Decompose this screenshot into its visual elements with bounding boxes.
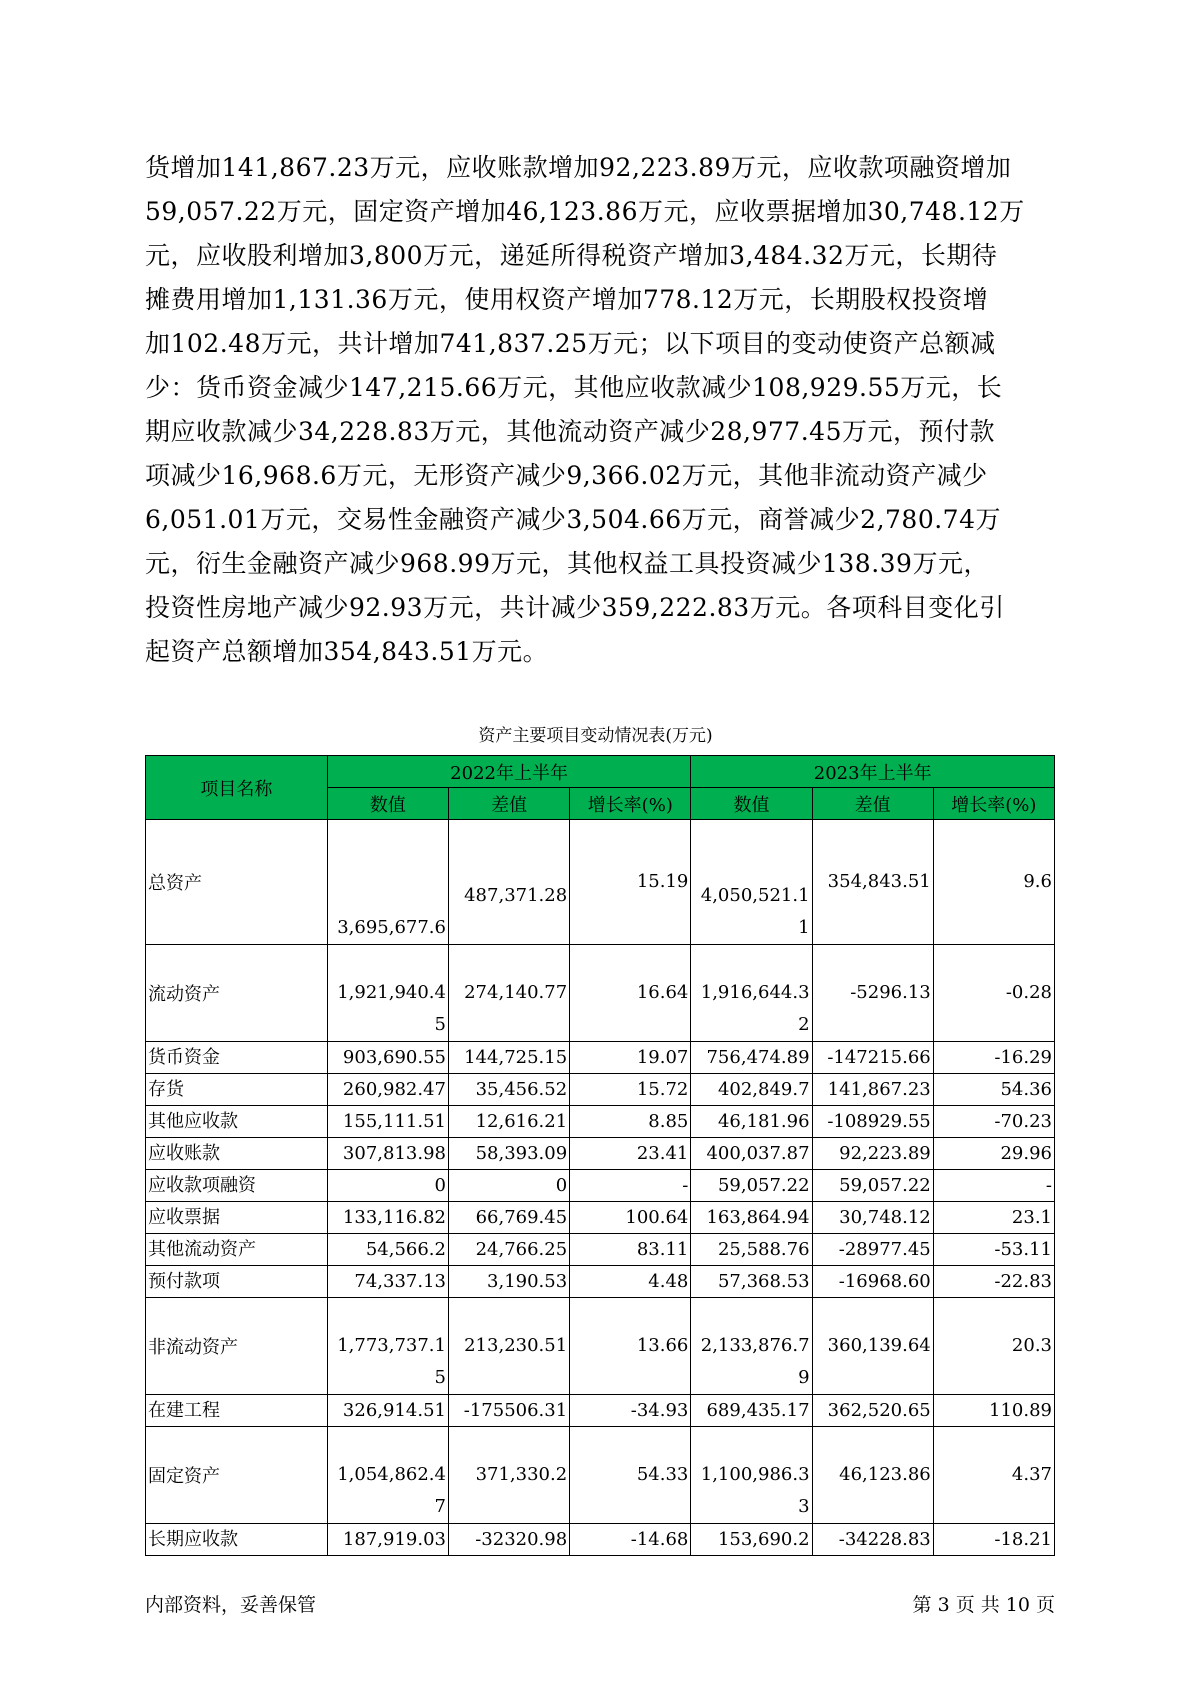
cell-diff-2023: -28977.45 bbox=[812, 1234, 933, 1266]
row-item-name: 长期应收款 bbox=[146, 1524, 328, 1556]
asset-change-table bbox=[145, 755, 1055, 1556]
paragraph-line: 摊费用增加1,131.36万元，使用权资产增加778.12万元，长期股权投资增 bbox=[145, 285, 989, 314]
cell-rate-2022: -14.68 bbox=[570, 1524, 691, 1556]
table-row bbox=[146, 945, 1055, 1042]
cell-rate-2023: 20.3 bbox=[933, 1298, 1054, 1395]
row-item-name: 其他应收款 bbox=[146, 1106, 328, 1138]
paragraph-line: 元，应收股利增加3,800万元，递延所得税资产增加3,484.32万元，长期待 bbox=[145, 241, 998, 270]
cell-value-2022: 54,566.2 bbox=[327, 1234, 448, 1266]
cell-rate-2022: 54.33 bbox=[570, 1427, 691, 1524]
cell-diff-2023: -108929.55 bbox=[812, 1106, 933, 1138]
paragraph-line: 少：货币资金减少147,215.66万元，其他应收款减少108,929.55万元，长 bbox=[145, 373, 1003, 402]
row-item-name: 总资产 bbox=[146, 820, 328, 945]
cell-diff-2022: 66,769.45 bbox=[448, 1202, 569, 1234]
cell-rate-2022: 15.19 bbox=[570, 820, 691, 945]
cell-value-2023: 1,100,986.33 bbox=[691, 1427, 812, 1524]
cell-value-2023: 57,368.53 bbox=[691, 1266, 812, 1298]
cell-diff-2023: 354,843.51 bbox=[812, 820, 933, 945]
paragraph-line: 59,057.22万元，固定资产增加46,123.86万元，应收票据增加30,748.12万 bbox=[145, 197, 1025, 226]
cell-rate-2023: 54.36 bbox=[933, 1074, 1054, 1106]
cell-diff-2022: 213,230.51 bbox=[448, 1298, 569, 1395]
header-period-2022: 2022年上半年 bbox=[327, 756, 691, 788]
cell-diff-2022: 144,725.15 bbox=[448, 1042, 569, 1074]
paragraph-line: 项减少16,968.6万元，无形资产减少9,366.02万元，其他非流动资产减少 bbox=[145, 461, 988, 490]
cell-rate-2023: 4.37 bbox=[933, 1427, 1054, 1524]
paragraph-line: 货增加141,867.23万元，应收账款增加92,223.89万元，应收款项融资增加 bbox=[145, 153, 1012, 182]
row-item-name: 在建工程 bbox=[146, 1395, 328, 1427]
cell-rate-2022: 13.66 bbox=[570, 1298, 691, 1395]
cell-value-2022: 133,116.82 bbox=[327, 1202, 448, 1234]
cell-rate-2022: -34.93 bbox=[570, 1395, 691, 1427]
cell-value-2023: 756,474.89 bbox=[691, 1042, 812, 1074]
cell-rate-2022: 23.41 bbox=[570, 1138, 691, 1170]
cell-value-2023: 689,435.17 bbox=[691, 1395, 812, 1427]
cell-diff-2022: 12,616.21 bbox=[448, 1106, 569, 1138]
row-item-name: 预付款项 bbox=[146, 1266, 328, 1298]
cell-diff-2023: -16968.60 bbox=[812, 1266, 933, 1298]
cell-diff-2023: 30,748.12 bbox=[812, 1202, 933, 1234]
cell-diff-2023: -34228.83 bbox=[812, 1524, 933, 1556]
table-row bbox=[146, 1266, 1055, 1298]
table-row bbox=[146, 1138, 1055, 1170]
cell-value-2022: 903,690.55 bbox=[327, 1042, 448, 1074]
table-row bbox=[146, 1395, 1055, 1427]
cell-diff-2022: 371,330.2 bbox=[448, 1427, 569, 1524]
cell-rate-2023: -53.11 bbox=[933, 1234, 1054, 1266]
row-item-name: 应收票据 bbox=[146, 1202, 328, 1234]
header-rate-2023: 增长率(%) bbox=[933, 788, 1054, 820]
cell-diff-2022: 24,766.25 bbox=[448, 1234, 569, 1266]
cell-value-2022: 260,982.47 bbox=[327, 1074, 448, 1106]
cell-diff-2023: -5296.13 bbox=[812, 945, 933, 1042]
cell-rate-2023: 110.89 bbox=[933, 1395, 1054, 1427]
cell-rate-2022: 15.72 bbox=[570, 1074, 691, 1106]
cell-rate-2022: 8.85 bbox=[570, 1106, 691, 1138]
cell-rate-2023: -16.29 bbox=[933, 1042, 1054, 1074]
cell-diff-2022: 0 bbox=[448, 1170, 569, 1202]
cell-diff-2023: 362,520.65 bbox=[812, 1395, 933, 1427]
cell-value-2022: 3,695,677.6 bbox=[327, 820, 448, 945]
cell-value-2023: 163,864.94 bbox=[691, 1202, 812, 1234]
table-row bbox=[146, 1524, 1055, 1556]
paragraph-line: 加102.48万元，共计增加741,837.25万元；以下项目的变动使资产总额减 bbox=[145, 329, 996, 358]
row-item-name: 货币资金 bbox=[146, 1042, 328, 1074]
row-item-name: 存货 bbox=[146, 1074, 328, 1106]
cell-value-2022: 155,111.51 bbox=[327, 1106, 448, 1138]
cell-value-2022: 74,337.13 bbox=[327, 1266, 448, 1298]
cell-rate-2022: 16.64 bbox=[570, 945, 691, 1042]
cell-rate-2023: 29.96 bbox=[933, 1138, 1054, 1170]
cell-rate-2023: -70.23 bbox=[933, 1106, 1054, 1138]
table-row bbox=[146, 1427, 1055, 1524]
table-row bbox=[146, 820, 1055, 945]
cell-diff-2022: 3,190.53 bbox=[448, 1266, 569, 1298]
cell-value-2022: 307,813.98 bbox=[327, 1138, 448, 1170]
cell-diff-2022: -32320.98 bbox=[448, 1524, 569, 1556]
cell-rate-2023: 23.1 bbox=[933, 1202, 1054, 1234]
cell-rate-2023: -22.83 bbox=[933, 1266, 1054, 1298]
header-diff-2022: 差值 bbox=[448, 788, 569, 820]
cell-rate-2022: 83.11 bbox=[570, 1234, 691, 1266]
row-item-name: 应收账款 bbox=[146, 1138, 328, 1170]
header-period-2023: 2023年上半年 bbox=[691, 756, 1055, 788]
cell-value-2022: 0 bbox=[327, 1170, 448, 1202]
cell-diff-2022: 35,456.52 bbox=[448, 1074, 569, 1106]
cell-value-2022: 1,773,737.15 bbox=[327, 1298, 448, 1395]
table-row bbox=[146, 1298, 1055, 1395]
cell-value-2023: 4,050,521.11 bbox=[691, 820, 812, 945]
header-rate-2022: 增长率(%) bbox=[570, 788, 691, 820]
footer-page-number: 第 3 页 共 10 页 bbox=[912, 1594, 1055, 1616]
cell-diff-2022: -175506.31 bbox=[448, 1395, 569, 1427]
footer-confidential-note: 内部资料，妥善保管 bbox=[145, 1594, 317, 1616]
cell-diff-2023: 59,057.22 bbox=[812, 1170, 933, 1202]
cell-value-2023: 46,181.96 bbox=[691, 1106, 812, 1138]
cell-rate-2022: - bbox=[570, 1170, 691, 1202]
cell-diff-2023: 92,223.89 bbox=[812, 1138, 933, 1170]
paragraph-line: 6,051.01万元，交易性金融资产减少3,504.66万元，商誉减少2,780.74万 bbox=[145, 505, 1001, 534]
paragraph-line: 期应收款减少34,228.83万元，其他流动资产减少28,977.45万元，预付款 bbox=[145, 417, 995, 446]
cell-value-2023: 2,133,876.79 bbox=[691, 1298, 812, 1395]
cell-rate-2022: 19.07 bbox=[570, 1042, 691, 1074]
cell-value-2023: 25,588.76 bbox=[691, 1234, 812, 1266]
cell-value-2023: 1,916,644.32 bbox=[691, 945, 812, 1042]
paragraph-line: 投资性房地产减少92.93万元，共计减少359,222.83万元。各项科目变化引 bbox=[145, 593, 1005, 622]
cell-diff-2023: 360,139.64 bbox=[812, 1298, 933, 1395]
cell-value-2022: 1,054,862.47 bbox=[327, 1427, 448, 1524]
cell-rate-2023: 9.6 bbox=[933, 820, 1054, 945]
header-value-2022: 数值 bbox=[327, 788, 448, 820]
cell-value-2023: 153,690.2 bbox=[691, 1524, 812, 1556]
cell-value-2022: 187,919.03 bbox=[327, 1524, 448, 1556]
paragraph-line: 元，衍生金融资产减少968.99万元，其他权益工具投资减少138.39万元， bbox=[145, 549, 989, 578]
row-item-name: 其他流动资产 bbox=[146, 1234, 328, 1266]
cell-rate-2023: -0.28 bbox=[933, 945, 1054, 1042]
cell-value-2023: 402,849.7 bbox=[691, 1074, 812, 1106]
row-item-name: 非流动资产 bbox=[146, 1298, 328, 1395]
cell-diff-2023: 46,123.86 bbox=[812, 1427, 933, 1524]
cell-diff-2022: 58,393.09 bbox=[448, 1138, 569, 1170]
cell-rate-2023: - bbox=[933, 1170, 1054, 1202]
cell-value-2023: 400,037.87 bbox=[691, 1138, 812, 1170]
body-paragraph bbox=[145, 146, 1055, 674]
cell-diff-2023: -147215.66 bbox=[812, 1042, 933, 1074]
cell-rate-2022: 4.48 bbox=[570, 1266, 691, 1298]
table-row bbox=[146, 1074, 1055, 1106]
cell-diff-2022: 274,140.77 bbox=[448, 945, 569, 1042]
header-value-2023: 数值 bbox=[691, 788, 812, 820]
row-item-name: 流动资产 bbox=[146, 945, 328, 1042]
row-item-name: 固定资产 bbox=[146, 1427, 328, 1524]
table-row bbox=[146, 1202, 1055, 1234]
table-row bbox=[146, 1042, 1055, 1074]
row-item-name: 应收款项融资 bbox=[146, 1170, 328, 1202]
cell-value-2022: 326,914.51 bbox=[327, 1395, 448, 1427]
header-item-name: 项目名称 bbox=[146, 756, 328, 820]
cell-value-2023: 59,057.22 bbox=[691, 1170, 812, 1202]
cell-value-2022: 1,921,940.45 bbox=[327, 945, 448, 1042]
table-caption: 资产主要项目变动情况表(万元) bbox=[478, 726, 713, 746]
cell-rate-2022: 100.64 bbox=[570, 1202, 691, 1234]
cell-diff-2023: 141,867.23 bbox=[812, 1074, 933, 1106]
table-row bbox=[146, 1106, 1055, 1138]
cell-diff-2022: 487,371.28 bbox=[448, 820, 569, 945]
header-diff-2023: 差值 bbox=[812, 788, 933, 820]
cell-rate-2023: -18.21 bbox=[933, 1524, 1054, 1556]
table-row bbox=[146, 1170, 1055, 1202]
table-row bbox=[146, 1234, 1055, 1266]
paragraph-line: 起资产总额增加354,843.51万元。 bbox=[145, 637, 549, 666]
